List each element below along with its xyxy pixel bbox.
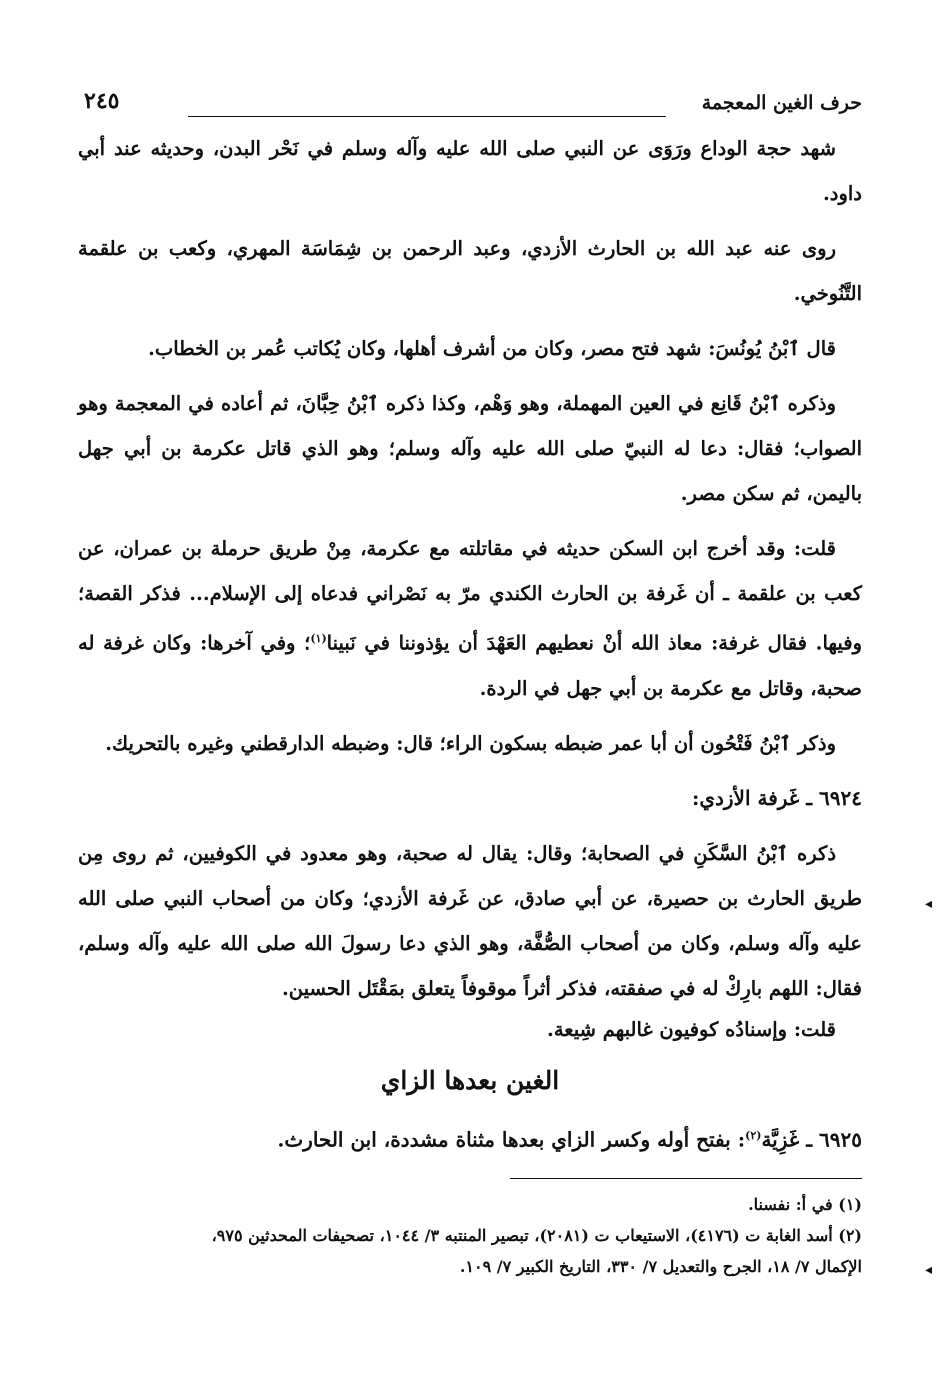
- header-rule: [188, 116, 666, 117]
- paragraph: وذكره ٱبْنُ قَانِع في العين المهملة، وهو وَهْم، وكذا ذكره ٱبْنُ حِبَّانَ، ثم أعاده في المعجمة وهو الصواب؛ فقال: دعا له النبيّ صلى الله عليه وآله وسلم؛ وهو الذي قاتل عكرمة بن أبي جهل باليمن، ثم سكن مصر.: [78, 392, 862, 505]
- footnote-ref-2: (٢): [745, 1128, 762, 1142]
- paragraph: قلت: وإسنادُه كوفيون غالبهم شِيعة.: [547, 1017, 836, 1041]
- footnote-1: (١) في أ: نفسنا.: [748, 1195, 862, 1215]
- paragraph: وذكر ٱبْنُ فَتْحُون أن أبا عمر ضبطه بسكون الراء؛ قال: وضبطه الدارقطني وغيره بالتحريك.: [105, 731, 836, 755]
- entry-text: : بفتح أوله وكسر الزاي بعدها مثناة مشددة، ابن الحارث.: [277, 1127, 746, 1152]
- entry-heading-6924: ٦٩٢٤ ـ غَرفة الأزدي:: [691, 785, 862, 810]
- footnote-rule: [510, 1178, 862, 1179]
- footnote-2-continued: الإكمال ٧/ ١٨، الجرح والتعديل ٧/ ٣٣٠، التاريخ الكبير ٧/ ١٠٩.: [459, 1257, 862, 1277]
- margin-mark-icon: ◂: [924, 1262, 932, 1278]
- running-title: حرف الغين المعجمة: [701, 92, 862, 114]
- paragraph: روى عنه عبد الله بن الحارث الأزدي، وعبد الرحمن بن شِمَاسَة المهري، وكعب بن علقمة التَّنُوخي.: [78, 237, 862, 305]
- paragraph: قال ٱبْنُ يُونُسَ: شهد فتح مصر، وكان من أشرف أهلها، وكان يُكاتب عُمر بن الخطاب.: [148, 337, 836, 360]
- paragraph-text: ؛ وفي آخرها: وكان غرفة له صحبة، وقاتل مع عكرمة بن أبي جهل في الردة.: [78, 631, 862, 700]
- entry-title: ٦٩٢٥ ـ غَزِيَّة: [761, 1127, 862, 1152]
- book-page: [78, 86, 862, 1282]
- footnote-ref-1: (١): [310, 632, 327, 645]
- paragraph: شهد حجة الوداع ورَوَى عن النبي صلى الله عليه وآله وسلم في نَحْر البدن، وحديثه عند أبي داود.: [78, 137, 862, 205]
- paragraph: ذكره ٱبْنُ السَّكَنِ في الصحابة؛ وقال: يقال له صحبة، وهو معدود في الكوفيين، ثم روى مِن طريق الحارث بن حصيرة، عن أبي صادق، عن غَرفة الأزدي؛ وكان من أصحاب النبي صلى الله عليه وآله وسلم، وكان من أصحاب الصُّفَّة، وهو الذي دعا رسولَ الله صلى الله عليه وآله وسلم، فقال: اللهم بارِكْ له في صفقته، فذكر أثراً موقوفاً يتعلق بمَقْتَل الحسين.: [78, 841, 862, 1000]
- footnotes: [78, 1189, 862, 1282]
- footnote-2: (٢) أسد الغابة ت (٤١٧٦)، الاستيعاب ت (٢٠٨١)، تبصير المنتبه ٣/ ١٠٤٤، تصحيفات المحدثين ٩٧٥،: [211, 1226, 862, 1246]
- page-header: [78, 86, 862, 126]
- page-number: ٢٤٥: [84, 88, 120, 114]
- paragraph-text: قلت: وقد أخرج ابن السكن حديثه في مقاتلته مع عكرمة، مِنْ طريق حرملة بن عمران، عن كعب بن علقمة ـ أن غَرفة بن الحارث الكندي مرّ به نَصْراني فدعاه إلى الإسلام... فذكر القصة؛ وفيها. فقال غرفة: معاذ الله أنْ نعطيهم العَهْدَ أن يؤذوننا في نَبينا: [78, 537, 862, 655]
- paragraph: [78, 526, 862, 711]
- main-text: [78, 126, 862, 1162]
- section-heading: الغين بعدها الزاي: [380, 1065, 560, 1095]
- margin-mark-icon: ◂: [924, 896, 932, 912]
- entry-heading-6925: [78, 1113, 862, 1163]
